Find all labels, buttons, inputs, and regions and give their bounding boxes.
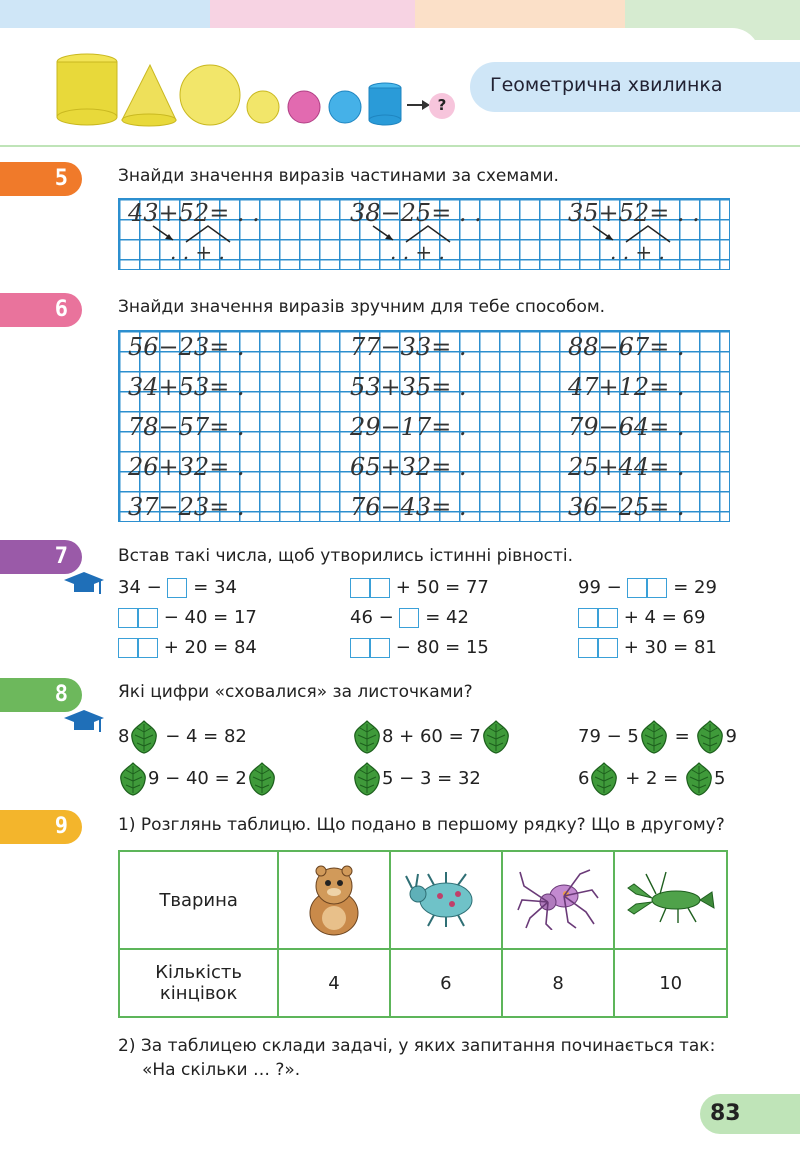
exercise-5-tab: 5 <box>0 162 82 196</box>
ex5-sub-2: . . + . <box>390 240 445 264</box>
exercise-6-task: Знайди значення виразів зручним для тебе способом. <box>118 297 606 317</box>
answer-box[interactable] <box>350 578 370 598</box>
ex6-expr: 78−57= . <box>128 413 245 441</box>
answer-box[interactable] <box>399 608 419 628</box>
spider-icon <box>516 866 600 930</box>
table-row-label: Тварина <box>119 851 278 949</box>
answer-box[interactable] <box>578 608 598 628</box>
exercise-9-task-2-line-1: 2) За таблицею склади задачі, у яких запитання починається так: <box>118 1036 716 1056</box>
table-cell-image <box>390 851 502 949</box>
table-cell-image <box>278 851 389 949</box>
answer-box[interactable] <box>578 638 598 658</box>
answer-box[interactable] <box>138 638 158 658</box>
ex6-expr: 47+12= . <box>568 373 685 401</box>
answer-box[interactable] <box>138 608 158 628</box>
question-mark: ? <box>437 96 447 114</box>
exercise-8-tab: 8 <box>0 678 82 712</box>
ex6-expr: 56−23= . <box>128 333 245 361</box>
exercise-9-task-1: 1) Розглянь таблицю. Що подано в першому рядку? Що в другому? <box>118 815 725 835</box>
ex5-sub-3: . . + . <box>610 240 665 264</box>
answer-box[interactable] <box>118 608 138 628</box>
exercise-6-tab: 6 <box>0 293 82 327</box>
ex5-sub-1: . . + . <box>170 240 225 264</box>
exercise-5-task: Знайди значення виразів частинами за схемами. <box>118 166 559 186</box>
ex6-expr: 88−67= . <box>568 333 685 361</box>
oak-leaf-icon <box>352 762 382 796</box>
ex6-expr: 29−17= . <box>350 413 467 441</box>
answer-box[interactable] <box>370 578 390 598</box>
oak-leaf-icon <box>352 720 382 754</box>
table-cell-value: 6 <box>390 949 502 1017</box>
table-cell-image <box>614 851 727 949</box>
ex5-expr-3: 35+52= . . <box>568 199 700 227</box>
oak-leaf-icon <box>129 720 159 754</box>
answer-box[interactable] <box>647 578 667 598</box>
ex7-eq-r1c2: + 50 = 77 <box>350 577 489 598</box>
ex8-eq-3: 79 − 5 = 9 <box>578 720 737 754</box>
ex6-expr: 36−25= . <box>568 493 685 521</box>
animals-table <box>118 850 728 1018</box>
header-divider <box>0 145 800 147</box>
graduation-cap-icon <box>62 708 106 734</box>
ex7-eq-r2c2: 46 − = 42 <box>350 607 469 628</box>
ex6-expr: 37−23= . <box>128 493 245 521</box>
ex6-expr: 26+32= . <box>128 453 245 481</box>
ex7-eq-r3c1: + 20 = 84 <box>118 637 257 658</box>
page-title: Геометрична хвилинка <box>490 74 723 96</box>
table-row-label: Кількість кінцівок <box>119 949 278 1017</box>
ex7-eq-r2c3: + 4 = 69 <box>578 607 705 628</box>
geometry-shapes <box>50 50 470 130</box>
answer-box[interactable] <box>167 578 187 598</box>
ex7-eq-r1c1: 34 − = 34 <box>118 577 237 598</box>
answer-box[interactable] <box>350 638 370 658</box>
ex8-eq-6: 6 + 2 = 5 <box>578 762 725 796</box>
ex8-eq-5: 5 − 3 = 32 <box>352 762 481 796</box>
ex6-expr: 53+35= . <box>350 373 467 401</box>
answer-box[interactable] <box>598 638 618 658</box>
oak-leaf-icon <box>695 720 725 754</box>
ex6-expr: 76−43= . <box>350 493 467 521</box>
oak-leaf-icon <box>589 762 619 796</box>
exercise-7-task: Встав такі числа, щоб утворились істинні рівності. <box>118 546 574 566</box>
table-cell-value: 8 <box>502 949 614 1017</box>
ex6-expr: 34+53= . <box>128 373 245 401</box>
ex5-expr-1: 43+52= . . <box>128 199 260 227</box>
oak-leaf-icon <box>481 720 511 754</box>
answer-box[interactable] <box>370 638 390 658</box>
beetle-icon <box>404 868 488 928</box>
ex6-expr: 79−64= . <box>568 413 685 441</box>
ex8-eq-4: 9 − 40 = 2 <box>118 762 277 796</box>
oak-leaf-icon <box>247 762 277 796</box>
answer-box[interactable] <box>627 578 647 598</box>
ex6-column-2 <box>350 333 467 533</box>
exercise-9-task-2-line-2: «На скільки … ?». <box>142 1060 301 1080</box>
ex6-expr: 65+32= . <box>350 453 467 481</box>
exercise-8-task: Які цифри «сховалися» за листочками? <box>118 682 473 702</box>
exercise-7-tab: 7 <box>0 540 82 574</box>
oak-leaf-icon <box>118 762 148 796</box>
oak-leaf-icon <box>639 720 669 754</box>
table-cell-value: 10 <box>614 949 727 1017</box>
table-cell-image <box>502 851 614 949</box>
ex7-eq-r1c3: 99 − = 29 <box>578 577 717 598</box>
page-number: 83 <box>700 1094 800 1134</box>
ex7-eq-r2c1: − 40 = 17 <box>118 607 257 628</box>
ex8-eq-2: 8 + 60 = 7 <box>352 720 511 754</box>
ex7-eq-r3c2: − 80 = 15 <box>350 637 489 658</box>
ex5-expr-2: 38−25= . . <box>350 199 482 227</box>
ex6-column-1 <box>128 333 245 533</box>
crayfish-icon <box>626 870 716 926</box>
graduation-cap-icon <box>62 570 106 596</box>
ex6-column-3 <box>568 333 685 533</box>
answer-box[interactable] <box>598 608 618 628</box>
answer-box[interactable] <box>118 638 138 658</box>
ex6-expr: 77−33= . <box>350 333 467 361</box>
ex7-eq-r3c3: + 30 = 81 <box>578 637 717 658</box>
exercise-9-tab: 9 <box>0 810 82 844</box>
hamster-icon <box>299 858 369 938</box>
ex8-eq-1: 8 − 4 = 82 <box>118 720 247 754</box>
ex6-expr: 25+44= . <box>568 453 685 481</box>
oak-leaf-icon <box>684 762 714 796</box>
table-cell-value: 4 <box>278 949 389 1017</box>
